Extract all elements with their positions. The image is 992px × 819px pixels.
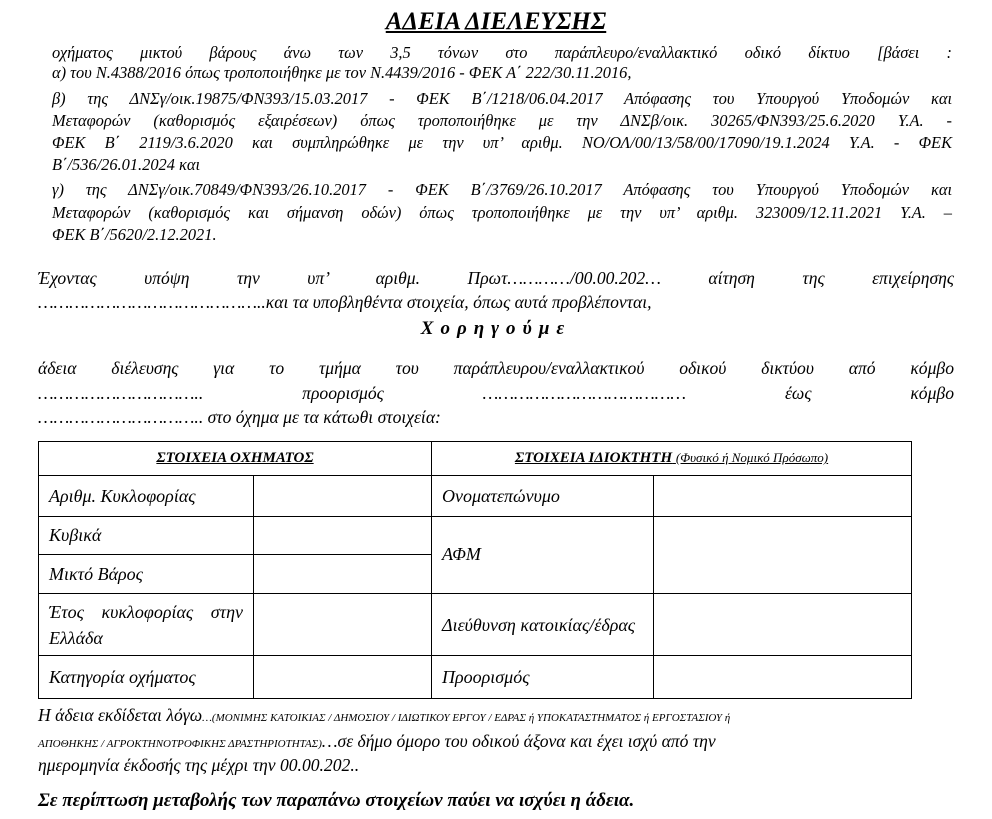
header-line-9: ΦΕΚ Β΄/5620/2.12.2021.	[52, 225, 217, 244]
field-value-cc[interactable]	[254, 516, 432, 554]
field-value-fullname[interactable]	[654, 476, 912, 516]
body-line-3: ………………………….. στο όχημα με τα κάτωθι στοιχεία:	[38, 407, 441, 427]
field-label-cc: Κυβικά	[39, 516, 254, 554]
issue-reasons-line-1: …(ΜΟΝΙΜΗΣ ΚΑΤΟΙΚΙΑΣ / ΔΗΜΟΣΙΟΥ / ΙΔΙΩΤΙΚΟΥ ΕΡΓΟΥ / ΕΔΡΑΣ ή ΥΠΟΚΑΤΑΣΤΗΜΑΤΟΣ ή ΕΡΓΟΣΤΑΣΙΟΥ ή	[202, 712, 731, 724]
field-value-category[interactable]	[254, 656, 432, 699]
header-line-8: Μεταφορών (καθορισμός και σήμανση οδών) όπως τροποποιήθηκε με την υπ’ αριθμ. 323009/12.11.2021 Υ.Α. –	[52, 203, 952, 222]
field-label-destination: Προορισμός	[432, 656, 654, 699]
header-line-5: ΦΕΚ Β΄ 2119/3.6.2020 και συμπληρώθηκε με την υπ’ αριθμ. ΝΟ/ΟΛ/00/13/58/00/17090/19.1.2024 Υ.Α. - ΦΕΚ	[52, 133, 952, 152]
issue-line-2	[38, 729, 954, 756]
header-line-2: α) του Ν.4388/2016 όπως τροποποιήθηκε με τον Ν.4439/2016 - ΦΕΚ Α΄ 222/30.11.2016,	[52, 63, 632, 82]
header-line-4: Μεταφορών (καθορισμός εξαιρέσεων) όπως τροποποιήθηκε με την ΔΝΣβ/οικ. 30265/ΦΝ393/25.6.2020 Υ.Α. -	[52, 111, 952, 130]
intro-line-2: ……………………………………..και τα υποβληθέντα στοιχεία, όπως αυτά προβλέπονται,	[38, 292, 652, 312]
body-line-2: ………………………….. προορισμός ………………………………… έως κόμβο	[38, 383, 954, 403]
field-value-address[interactable]	[654, 593, 912, 656]
vehicle-owner-table	[38, 441, 912, 699]
grant-heading: Χορηγούμε	[420, 318, 572, 339]
issue-line-3: ημερομηνία έκδοσής της μέχρι την 00.00.202..	[38, 755, 360, 775]
header-line-7: γ) της ΔΝΣγ/οικ.70849/ΦΝ393/26.10.2017 - ΦΕΚ Β΄/3769/26.10.2017 Απόφασης του Υπουργού Υποδομών και	[52, 180, 952, 199]
field-label-afm: ΑΦΜ	[432, 516, 654, 593]
header-line-1: οχήματος μικτού βάρους άνω των 3,5 τόνων στο παράπλευρο/εναλλακτικό οδικό δίκτυο [βάσει :	[52, 43, 952, 62]
issue-reasons-line-2: ΑΠΟΘΗΚΗΣ / ΑΓΡΟΚΤΗΝΟΤΡΟΦΙΚΗΣ ΔΡΑΣΤΗΡΙΟΤΗΤΑΣ)	[38, 738, 322, 750]
field-label-year-greece: Έτος κυκλοφορίας στην Ελλάδα	[39, 593, 254, 656]
vehicle-section-header	[39, 442, 432, 476]
issue-text-start: Η άδεια εκδίδεται λόγω	[38, 705, 203, 725]
body-line-1: άδεια διέλευσης για το τμήμα του παράπλευρου/εναλλακτικού οδικού δικτύου από κόμβο	[38, 358, 954, 378]
field-label-gross-weight: Μικτό Βάρος	[39, 555, 254, 593]
document-title: ΑΔΕΙΑ ΔΙΕΛΕΥΣΗΣ	[385, 8, 607, 35]
field-label-address: Διεύθυνση κατοικίας/έδρας	[432, 593, 654, 656]
field-value-year-greece[interactable]	[254, 593, 432, 656]
owner-header-label: ΣΤΟΙΧΕΙΑ ΙΔΙΟΚΤΗΤΗ	[514, 450, 673, 467]
header-line-6: Β΄/536/26.01.2024 και	[52, 155, 201, 174]
owner-section-header	[432, 442, 912, 476]
header-line-3: β) της ΔΝΣγ/οικ.19875/ΦΝ393/15.03.2017 - ΦΕΚ Β΄/1218/06.04.2017 Απόφασης του Υπουργού Υποδομών και	[52, 89, 952, 108]
field-label-category: Κατηγορία οχήματος	[39, 656, 254, 699]
field-value-afm[interactable]	[654, 516, 912, 593]
intro-line-1: Έχοντας υπόψη την υπ’ αριθμ. Πρωτ…………/00.00.202… αίτηση της επιχείρησης	[38, 268, 954, 288]
field-value-registration[interactable]	[254, 476, 432, 516]
field-value-gross-weight[interactable]	[254, 555, 432, 593]
issue-line-1	[38, 703, 954, 730]
validity-warning: Σε περίπτωση μεταβολής των παραπάνω στοιχείων παύει να ισχύει η άδεια.	[38, 790, 635, 811]
owner-header-note: (Φυσικό ή Νομικό Πρόσωπο)	[675, 450, 829, 466]
vehicle-header-label: ΣΤΟΙΧΕΙΑ ΟΧΗΜΑΤΟΣ	[156, 450, 314, 467]
field-value-destination[interactable]	[654, 656, 912, 699]
issue-text-cont: …σε δήμο όμορο του οδικού άξονα και έχει ισχύ από την	[321, 731, 716, 751]
field-label-registration: Αριθμ. Κυκλοφορίας	[39, 476, 254, 516]
field-label-fullname: Ονοματεπώνυμο	[432, 476, 654, 516]
